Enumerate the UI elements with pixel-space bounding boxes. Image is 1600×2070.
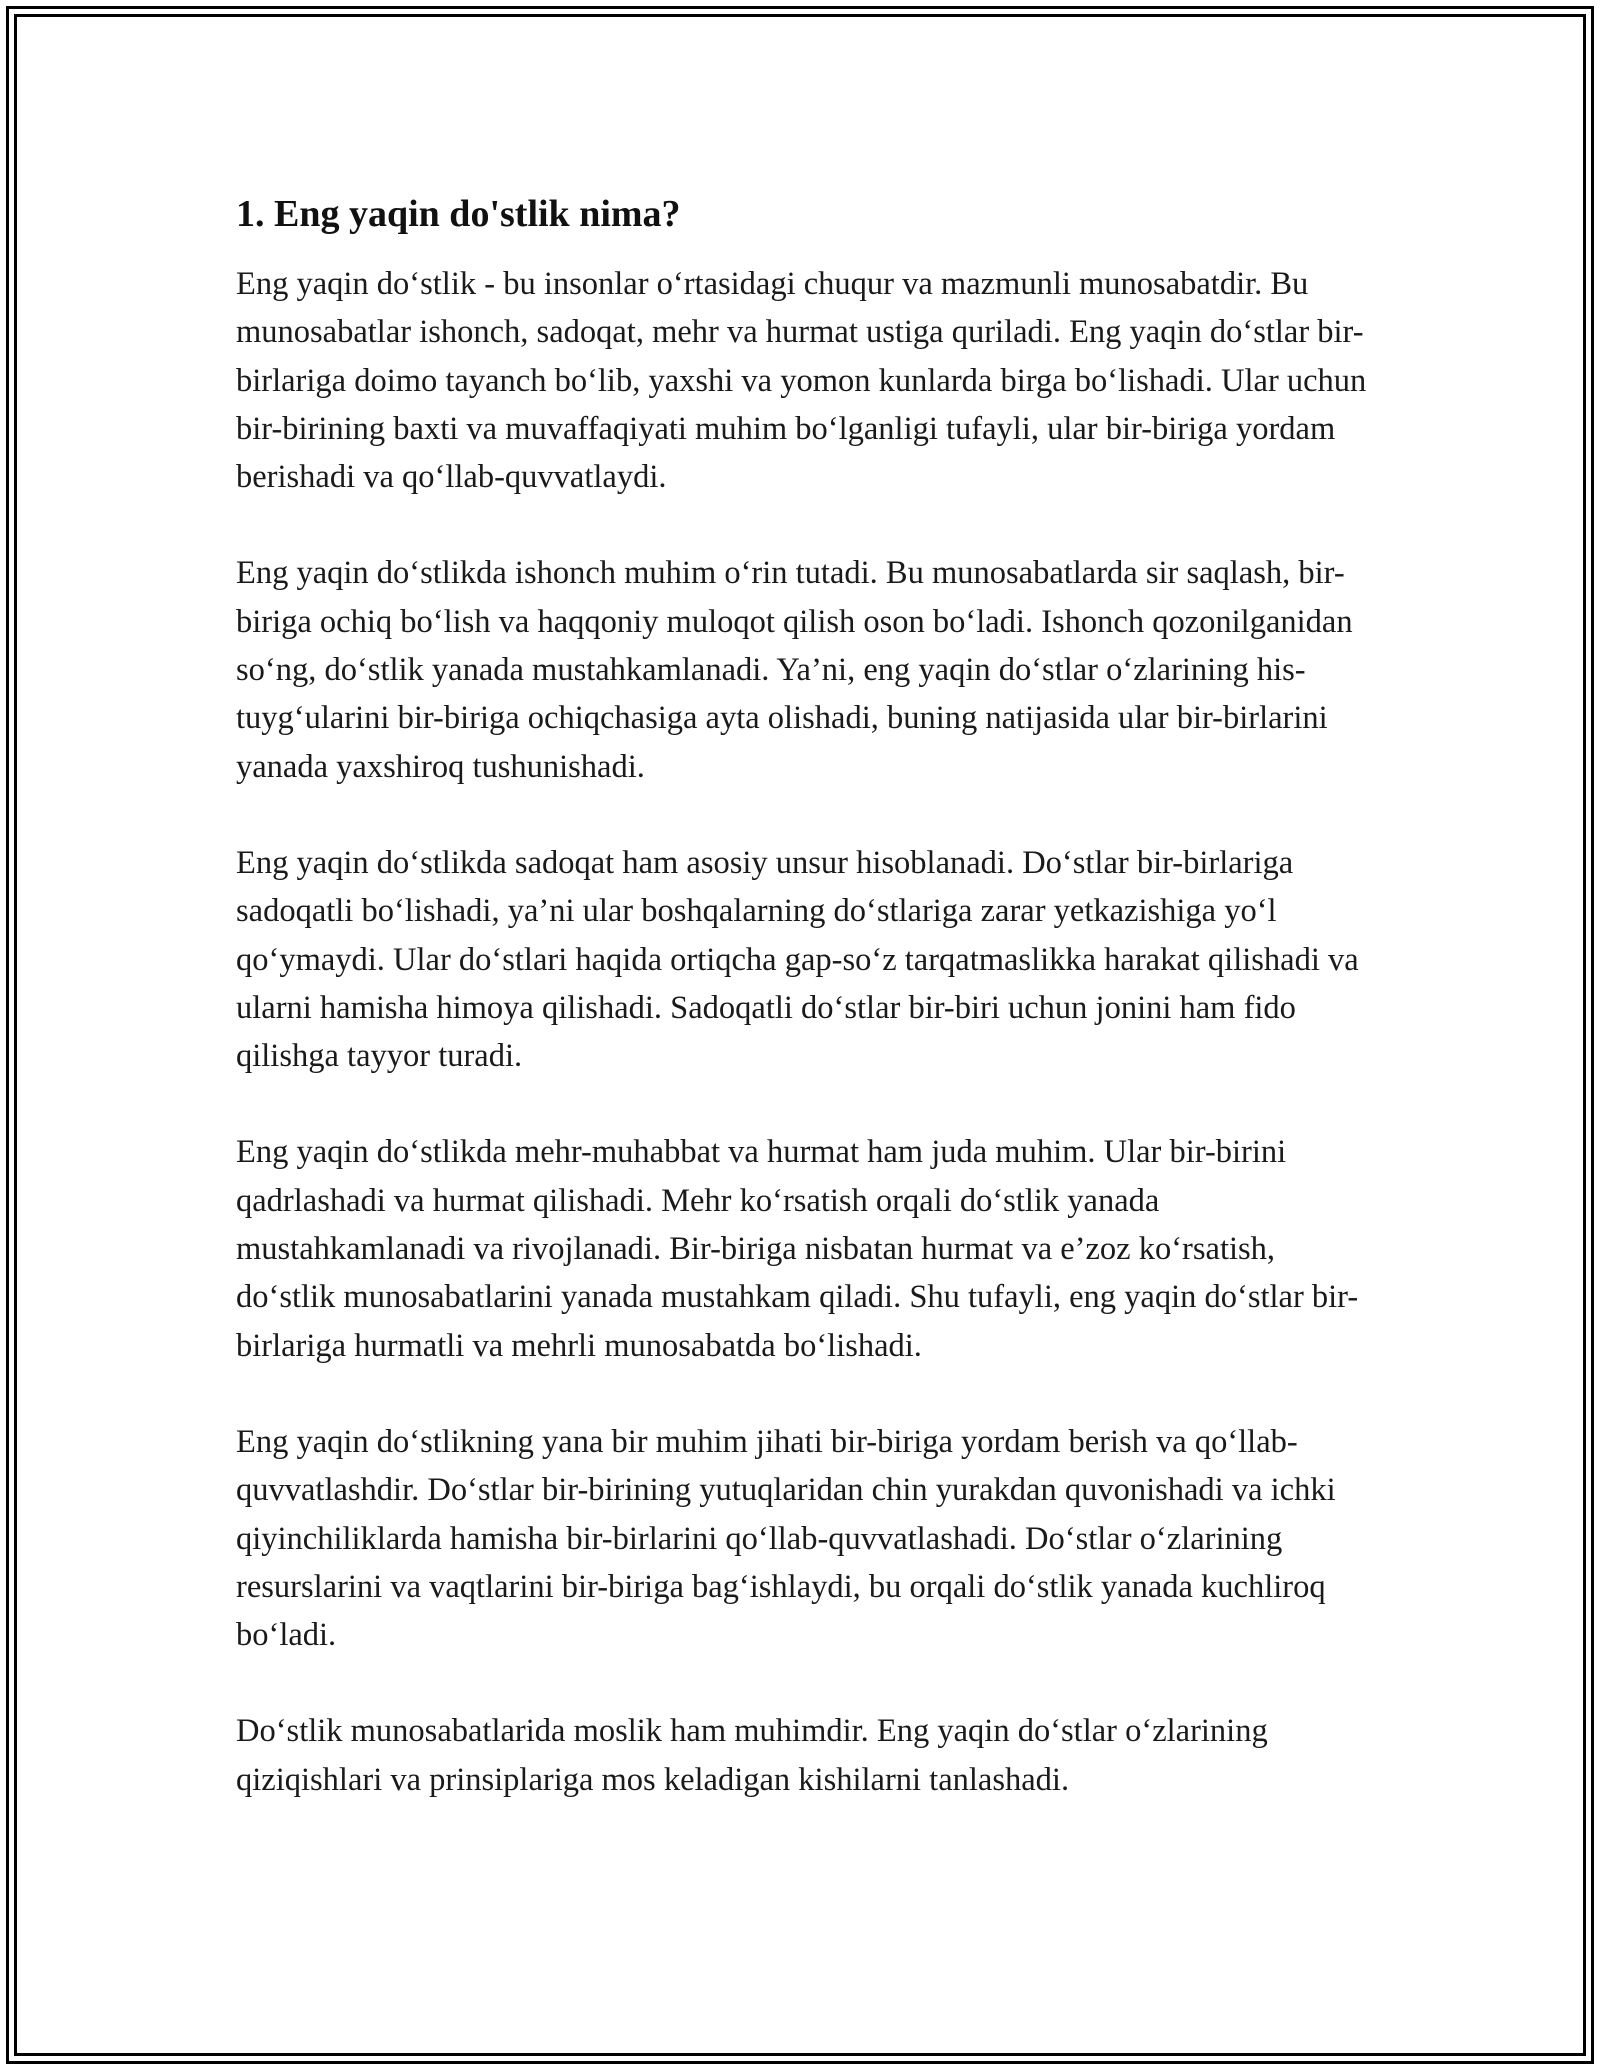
paragraph-trust-definition: Eng yaqin do‘stlik - bu insonlar o‘rtasidagi chuqur va mazmunli munosabatdir. Bu munosabatlar ishonch, sadoqat, mehr va hurmat ustiga quriladi. Eng yaqin do‘stlar bir-birlariga doimo tayanch bo‘lib, yaxshi va yomon kunlarda birga bo‘lishadi. Ular uchun bir-birining baxti va muvaffaqiyati muhim bo‘lganligi tufayli, ular bir-biriga yordam berishadi va qo‘llab-quvvatlaydi. bbox=[236, 266, 1367, 496]
paragraph-compatibility: Do‘stlik munosabatlarida moslik ham muhimdir. Eng yaqin do‘stlar o‘zlarining qiziqishlari va prinsiplariga mos keladigan kishilarni tanlashadi. bbox=[236, 1713, 1268, 1798]
document-heading: 1. Eng yaqin do'stlik nima? bbox=[236, 193, 681, 235]
paragraph-loyalty: Eng yaqin do‘stlikda sadoqat ham asosiy unsur hisoblanadi. Do‘stlar bir-birlariga sadoqatli bo‘lishadi, ya’ni ular boshqalarning do‘stlariga zarar yetkazishiga yo‘l qo‘ymaydi. Ular do‘stlari haqida ortiqcha gap-so‘z tarqatmaslikka harakat qilishadi va ularni hamisha himoya qilishadi. Sadoqatli do‘stlar bir-biri uchun jonini ham fido qilishga tayyor turadi. bbox=[236, 844, 1359, 1075]
paragraph-support: Eng yaqin do‘stlikning yana bir muhim jihati bir-biriga yordam berish va qo‘llab-quvvatlashdir. Do‘stlar bir-birining yutuqlaridan chin yurakdan quvonishadi va ichki qiyinchiliklarda hamisha bir-birlarini qo‘llab-quvvatlashadi. Do‘stlar o‘zlarining resurslarini va vaqtlarini bir-biriga bag‘ishlaydi, bu orqali do‘stlik yanada kuchliroq bo‘ladi. bbox=[236, 1423, 1336, 1654]
paragraph-trust: Eng yaqin do‘stlikda ishonch muhim o‘rin tutadi. Bu munosabatlarda sir saqlash, bir-biriga ochiq bo‘lish va haqqoniy muloqot qilish oson bo‘ladi. Ishonch qozonilganidan so‘ng, do‘stlik yanada mustahkamlanadi. Ya’ni, eng yaqin do‘stlar o‘zlarining his-tuyg‘ularini bir-biriga ochiqchasiga ayta olishadi, buning natijasida ular bir-birlarini yanada yaxshiroq tushunishadi. bbox=[236, 555, 1353, 785]
paragraph-respect: Eng yaqin do‘stlikda mehr-muhabbat va hurmat ham juda muhim. Ular bir-birini qadrlashadi va hurmat qilishadi. Mehr ko‘rsatish orqali do‘stlik yanada mustahkamlanadi va rivojlanadi. Bir-biriga nisbatan hurmat va e’zoz ko‘rsatish, do‘stlik munosabatlarini yanada mustahkam qiladi. Shu tufayli, eng yaqin do‘stlar bir-birlariga hurmatli va mehrli munosabatda bo‘lishadi. bbox=[236, 1134, 1359, 1364]
document-body bbox=[236, 188, 1376, 1852]
